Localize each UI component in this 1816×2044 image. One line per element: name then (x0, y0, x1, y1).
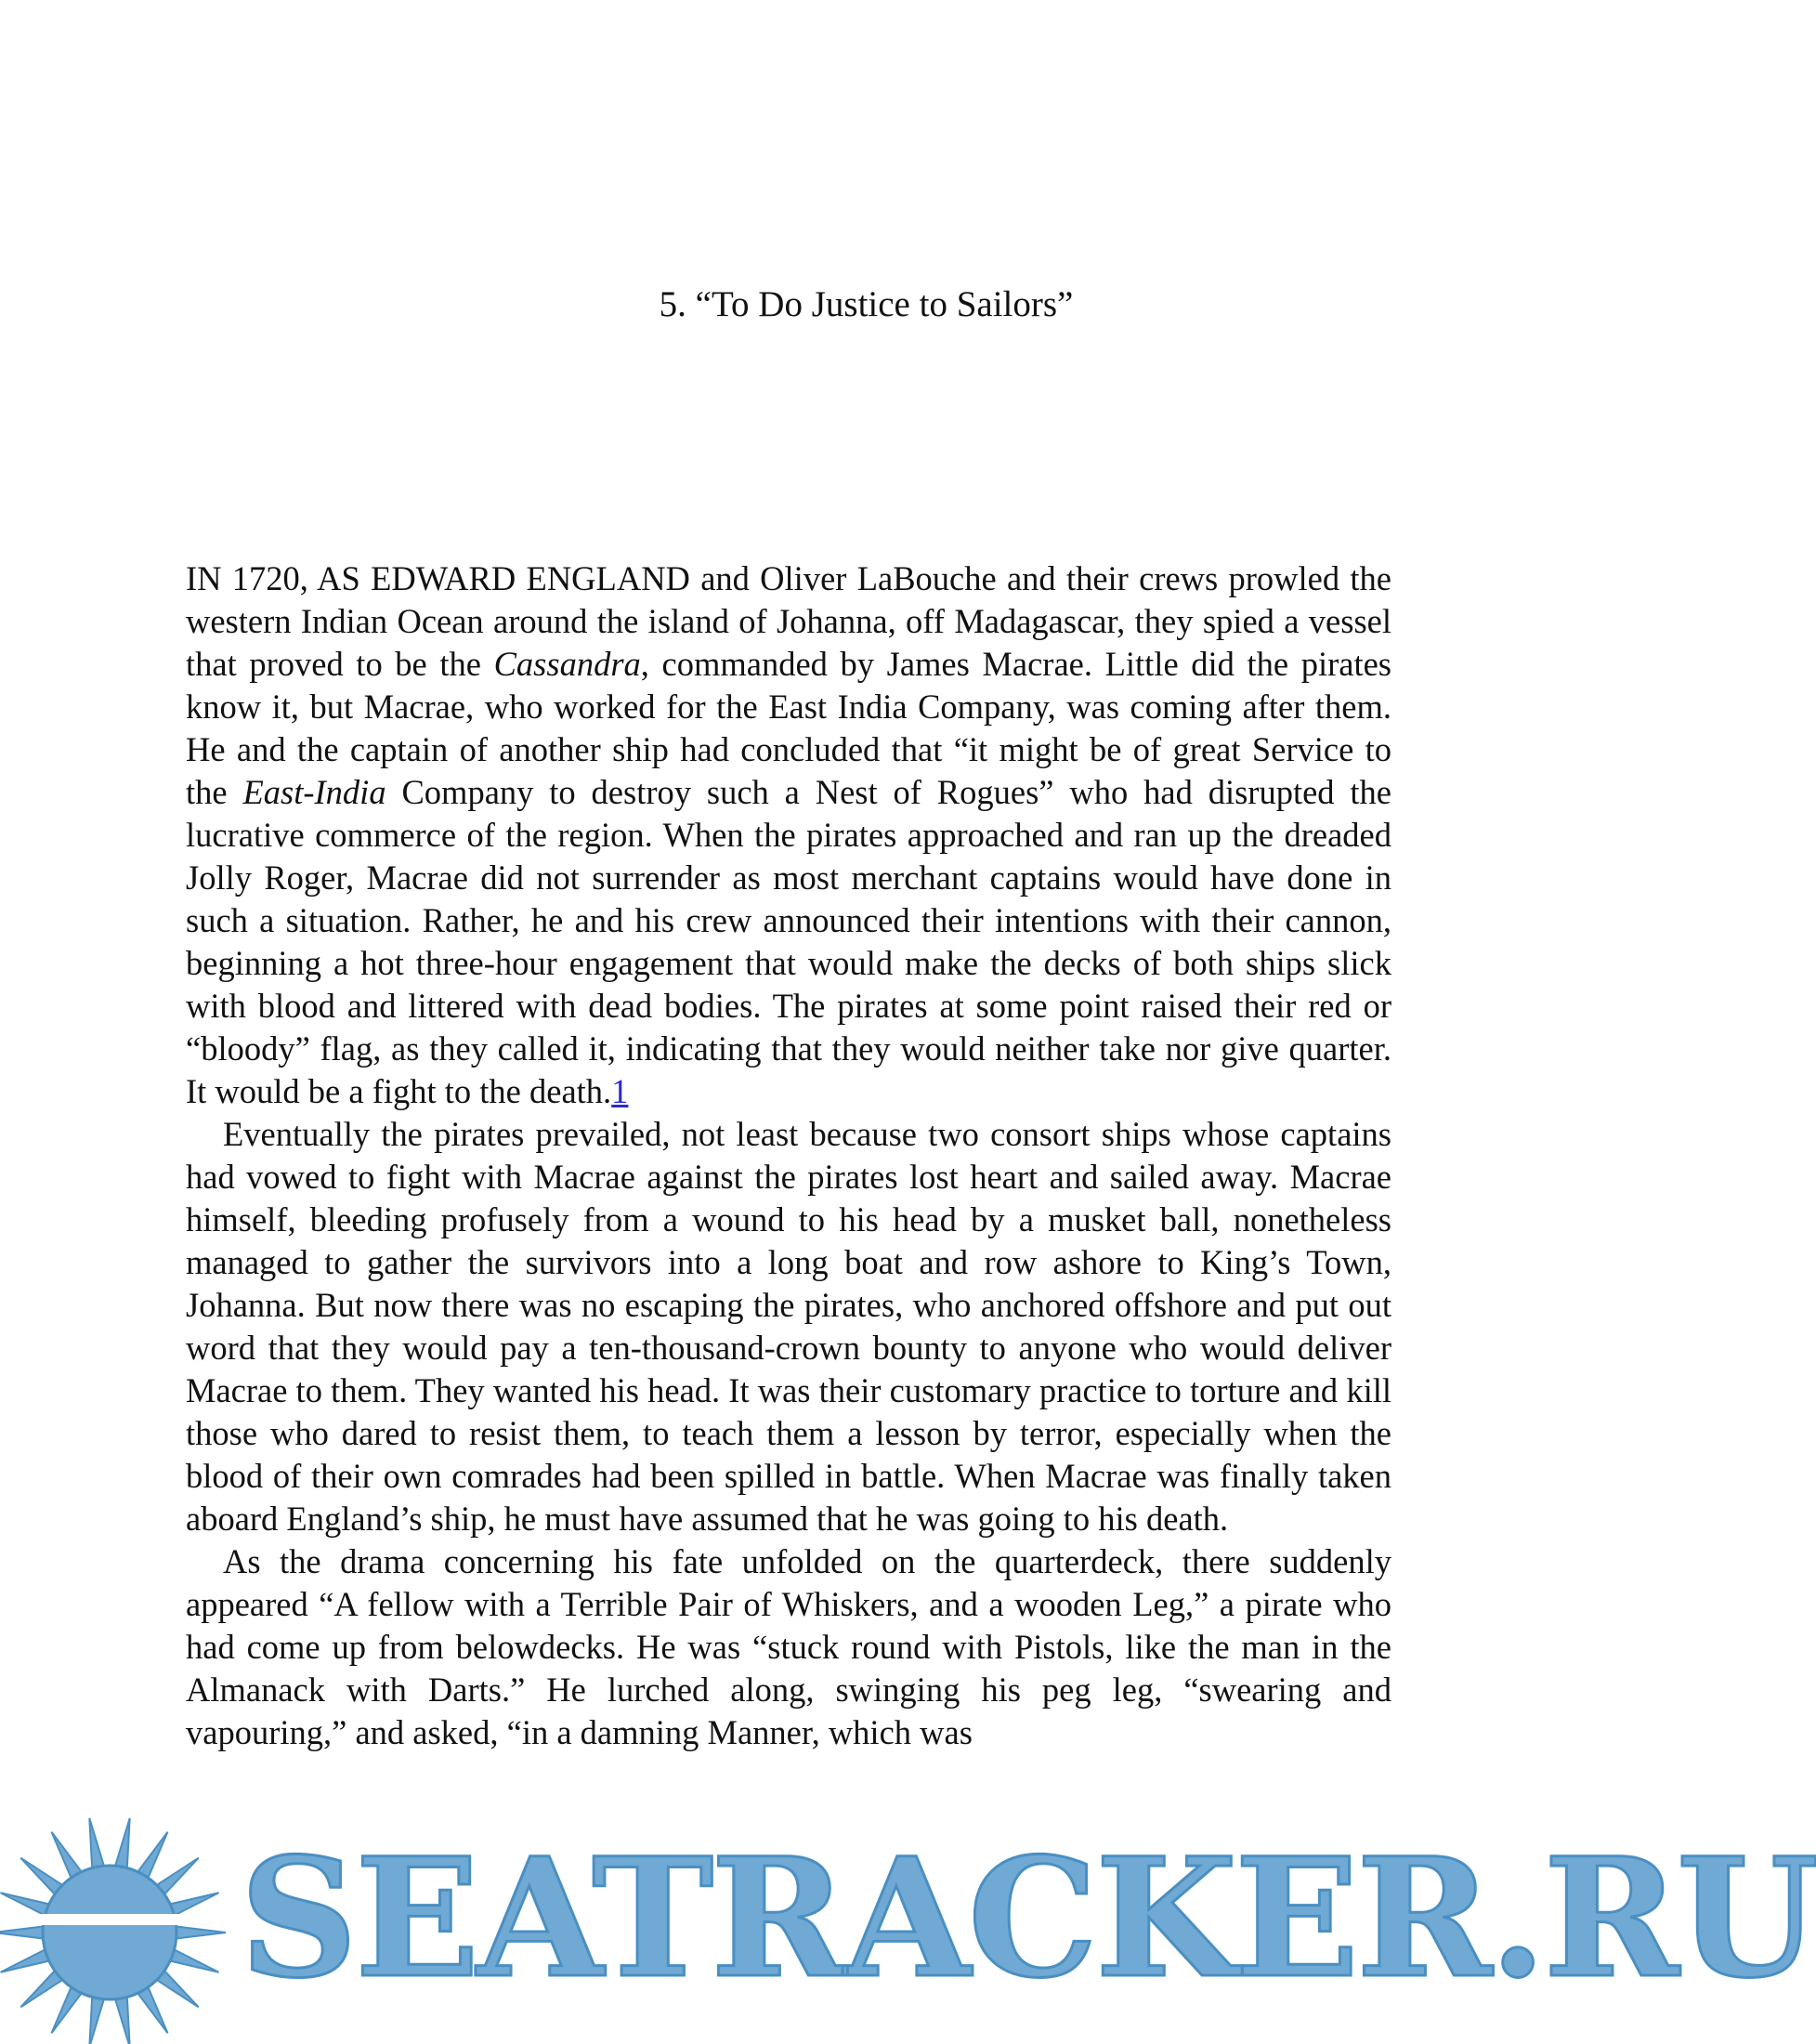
paragraph-3: As the drama concerning his fate unfolded on the quarterdeck, there suddenly appeared “A fellow with a Terrible Pair of Whiskers, and a wooden Leg,” a pirate who had come up from belowdecks. He was “stuck round with Pistols, like the man in the Almanack with Darts.” He lurched along, swinging his peg leg, “swearing and vapouring,” and asked, “in a damning Manner, which was (186, 1542, 1391, 1751)
ship-name-italic: Cassandra (493, 645, 641, 683)
sun-ray (168, 1949, 218, 1972)
sun-ray (1, 1893, 51, 1916)
sun-ray (114, 1995, 129, 2044)
footnote-link-1[interactable]: 1 (611, 1072, 629, 1110)
sun-ray (175, 1926, 226, 1938)
paragraph-1-text-a: IN 1720, AS EDWARD ENGLAND and Oliver LaBouche and their crews prowled the western Indian Ocean around the island of Johanna, off Madagascar, they spied a vessel that proved to be the (186, 559, 1391, 683)
sun-ray (89, 1995, 104, 2044)
company-name-italic: East-India (242, 773, 386, 811)
watermark-text: SEATRACKER.RU (240, 1822, 1816, 2014)
sun-ray (168, 1893, 218, 1916)
sun-ray (89, 1818, 104, 1870)
sun-logo-icon (0, 1802, 232, 2044)
watermark (0, 1802, 1816, 2044)
paragraph-2: Eventually the pirates prevailed, not least because two consort ships whose captains had vowed to fight with Macrae against the pirates lost heart and sailed away. Macrae himself, bleeding profusely from a wound to his head by a musket ball, nonetheless managed to gather the survivors into a long boat and row ashore to King’s Town, Johanna. But now there was no escaping the pirates, who anchored offshore and put out word that they would pay a ten-thousand-crown bounty to anyone who would deliver Macrae to them. They wanted his head. It was their customary practice to torture and kill those who dared to resist them, to teach them a lesson by terror, especially when the blood of their own comrades had been spilled in battle. When Macrae was finally taken aboard England’s ship, he must have assumed that he was going to his death. (186, 1115, 1391, 1538)
paragraph-1 (186, 557, 1391, 1113)
sun-ray (114, 1818, 129, 1870)
chapter-title: 5. “To Do Justice to Sailors” (659, 284, 1074, 324)
sun-ray (1, 1949, 51, 1972)
paragraph-1-text-c: Company to destroy such a Nest of Rogues” who had disrupted the lucrative commerce of the region. When the pirates approached and ran up the dreaded Jolly Roger, Macrae did not surrender as most merchant captains would have done in such a situation. Rather, he and his crew announced their intentions with their cannon, beginning a hot three-hour engagement that would make the decks of both ships slick with blood and littered with dead bodies. The pirates at some point raised their red or “bloody” flag, as they called it, indicating that they would neither take nor give quarter. It would be a fight to the death. (186, 773, 1392, 1110)
sun-ray (0, 1926, 45, 1938)
body-text (186, 557, 1391, 1754)
paragraph-1-text-b: , commanded by James Macrae. Little did the pirates know it, but Macrae, who worked for the East India Company, was coming after them. He and the captain of another ship had concluded that “it might be of great Service to the (186, 645, 1391, 811)
